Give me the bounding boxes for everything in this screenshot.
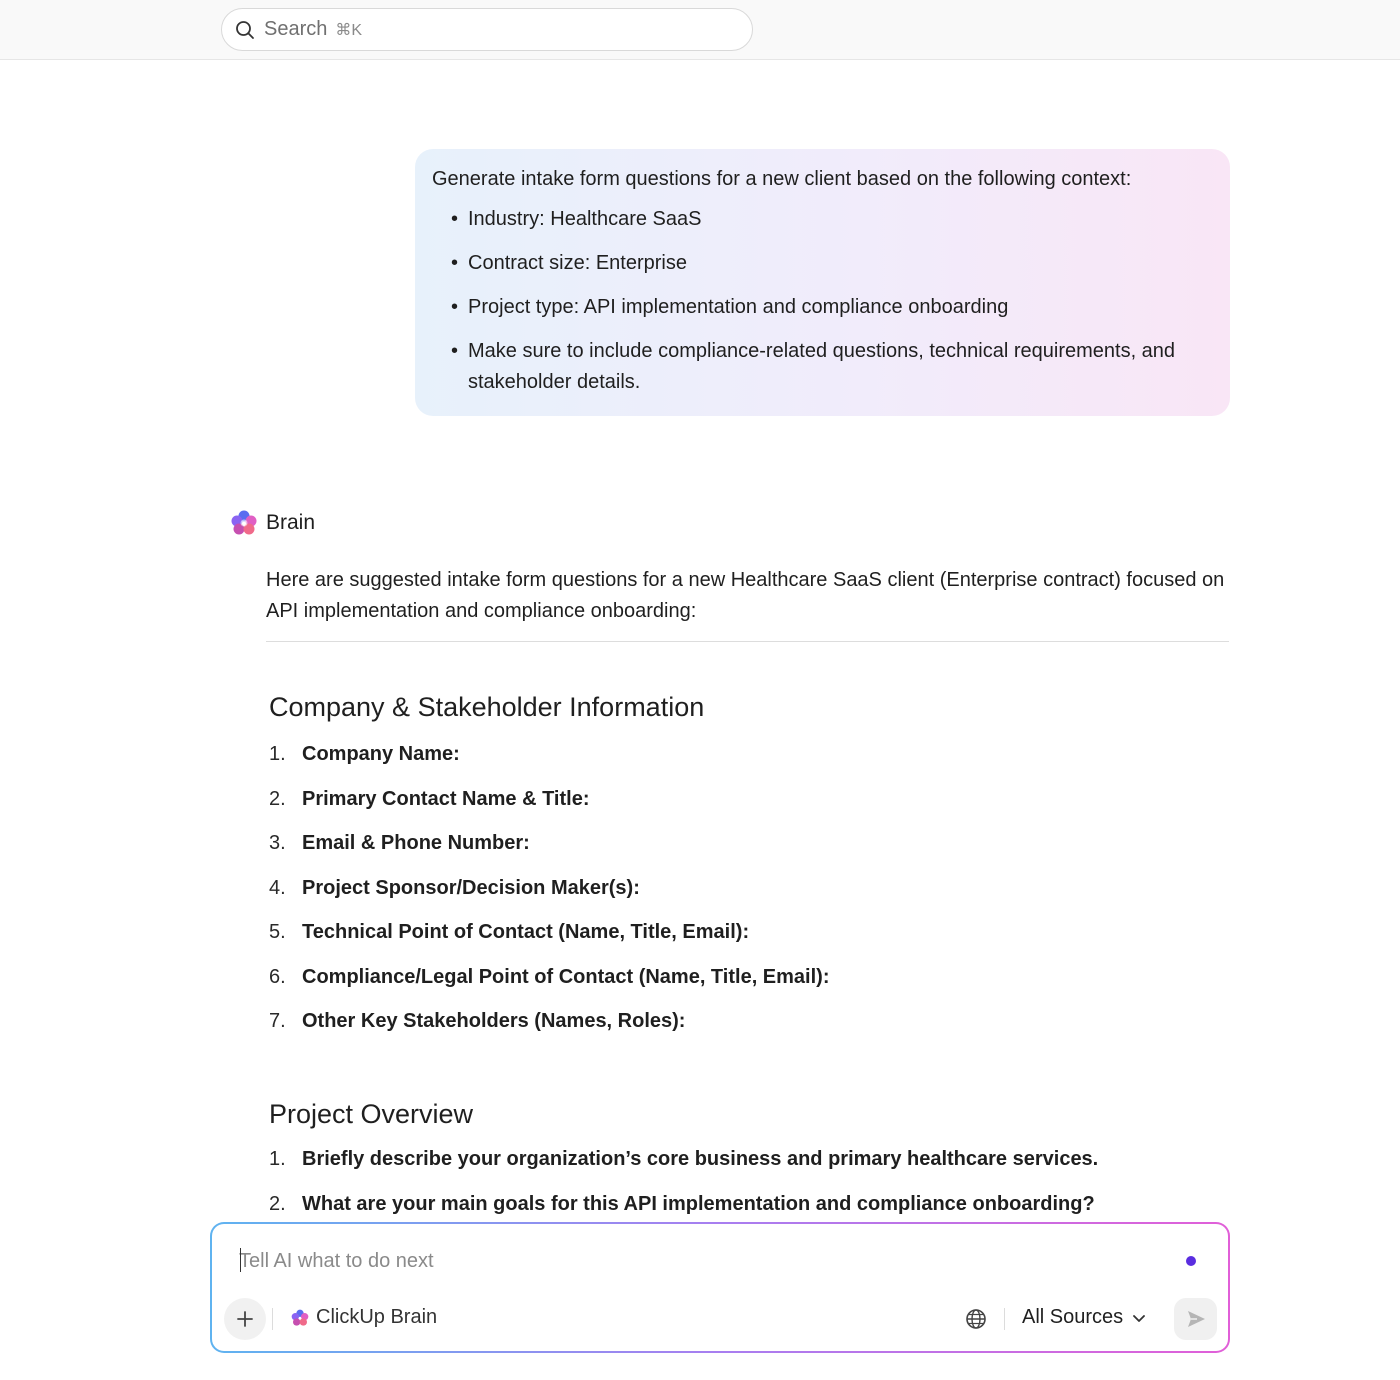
question-list — [269, 741, 1199, 1034]
question-item — [269, 786, 1199, 812]
question-number: 5. — [269, 921, 286, 943]
sources-dropdown[interactable] — [1022, 1306, 1147, 1329]
question-number: 4. — [269, 876, 286, 899]
question-item — [269, 830, 1199, 856]
agent-selector[interactable] — [290, 1306, 437, 1329]
response-intro: Here are suggested intake form questions for a new Healthcare SaaS client (Enterprise contract) focused on API implementation and compliance onboarding: — [266, 569, 1225, 622]
question-text: Project Sponsor/Decision Maker(s): — [302, 876, 640, 899]
separator — [1004, 1308, 1005, 1330]
question-number: 2. — [269, 787, 286, 810]
user-prompt-bubble — [415, 149, 1230, 416]
sources-label: All Sources — [1022, 1306, 1124, 1328]
section-project-overview — [269, 1097, 1199, 1217]
section-title: Company & Stakeholder Information — [269, 692, 705, 722]
question-number: 7. — [269, 1010, 286, 1032]
question-text: Compliance/Legal Point of Contact (Name, Title, Email): — [302, 965, 830, 988]
prompt-bullet-list — [432, 204, 1213, 398]
search-placeholder: Search — [264, 18, 328, 40]
prompt-intro: Generate intake form questions for a new client based on the following context: — [432, 168, 1132, 190]
question-item — [269, 741, 1199, 767]
question-item — [269, 875, 1199, 901]
top-bar — [0, 0, 1400, 60]
prompt-bullet: • Industry: Healthcare SaaS — [432, 204, 1213, 235]
prompt-bullet: • Contract size: Enterprise — [432, 248, 1213, 279]
response-author: Brain — [266, 511, 316, 534]
prompt-input[interactable] — [239, 1246, 1139, 1276]
ai-composer — [210, 1222, 1230, 1353]
scroll-clip — [0, 1000, 1400, 1215]
status-dot — [1186, 1256, 1196, 1266]
question-list — [269, 1146, 1199, 1217]
text-caret — [240, 1248, 241, 1272]
question-item — [269, 1146, 1199, 1172]
add-button[interactable] — [224, 1298, 266, 1340]
response-header — [230, 508, 315, 538]
question-text: Technical Point of Contact (Name, Title, Email): — [302, 921, 750, 943]
question-number: 2. — [269, 1192, 286, 1215]
send-icon — [1185, 1308, 1207, 1330]
section-title: Project Overview — [269, 1099, 474, 1129]
chevron-down-icon — [1131, 1310, 1147, 1326]
prompt-bullet: • Make sure to include compliance-related questions, technical requirements, and stakeholder details. — [432, 336, 1213, 398]
section-company-stakeholder — [269, 690, 1199, 1034]
prompt-bullet: • Project type: API implementation and compliance onboarding — [432, 292, 1213, 323]
question-text: Other Key Stakeholders (Names, Roles): — [302, 1010, 686, 1032]
globe-icon[interactable] — [964, 1307, 988, 1331]
question-number: 6. — [269, 965, 286, 988]
question-item — [269, 919, 1199, 945]
separator — [272, 1308, 273, 1330]
send-button[interactable] — [1174, 1298, 1217, 1340]
search-shortcut: ⌘K — [335, 21, 363, 39]
plus-icon — [236, 1310, 254, 1328]
question-number: 3. — [269, 832, 286, 854]
search-bar[interactable] — [221, 8, 753, 51]
question-item — [269, 1191, 1199, 1217]
question-number: 1. — [269, 1148, 286, 1170]
search-icon — [235, 19, 257, 41]
question-text: Company Name: — [302, 743, 460, 765]
brain-logo-icon — [290, 1308, 310, 1328]
question-number: 1. — [269, 743, 286, 765]
brain-logo-icon — [230, 508, 258, 538]
question-text: Briefly describe your organization’s core business and primary healthcare services. — [302, 1148, 1099, 1170]
question-text: Email & Phone Number: — [302, 832, 530, 854]
question-text: Primary Contact Name & Title: — [302, 787, 590, 810]
agent-label: ClickUp Brain — [316, 1306, 438, 1328]
divider — [266, 641, 1229, 642]
question-text: What are your main goals for this API implementation and compliance onboarding? — [302, 1192, 1095, 1215]
question-item — [269, 964, 1199, 990]
